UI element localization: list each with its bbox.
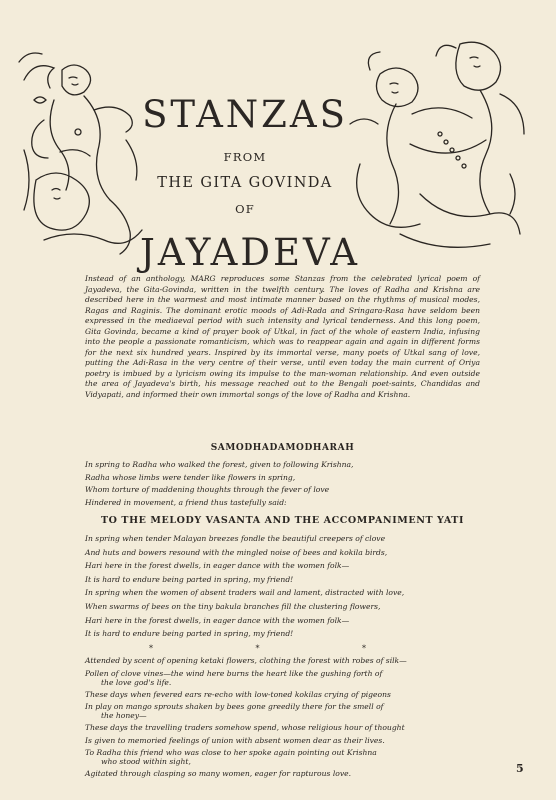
- right-illustration: [340, 34, 530, 264]
- poem-line: In spring when the women of absent traders wail and lament, distracted with love,: [85, 588, 405, 598]
- poem-line: To Radha this friend who was close to her spoke again pointing out Krishna: [85, 748, 377, 757]
- poem-line: In play on mango sprouts shaken by bees gone greedily there for the smell of: [85, 702, 384, 711]
- title-stanzas: STANZAS: [142, 93, 348, 136]
- radha-krishna-line-drawing-icon: [340, 34, 530, 264]
- intro-paragraph: [85, 274, 480, 401]
- poem-line: Pollen of clove vines—the wind here burns the heart like the gushing forth of: [85, 668, 383, 678]
- poem-line: the love god's life.: [101, 677, 172, 687]
- poem-line: Hari here in the forest dwells, in eager dance with the women folk—: [85, 615, 350, 625]
- left-illustration: [14, 40, 154, 260]
- poem-line: Whom torture of maddening thoughts through the fever of love: [85, 485, 330, 494]
- poem-line: Radha whose limbs were tender like flowers in spring,: [85, 472, 296, 482]
- poem-line: When swarms of bees on the tiny bakula branches fill the clustering flowers,: [85, 602, 381, 611]
- page-number: 5: [516, 762, 524, 775]
- poem-line: Is given to memoried feelings of union with absent women dear as their lives.: [85, 735, 385, 745]
- poem-line: Hindered in movement, a friend thus tastefully said:: [85, 497, 287, 507]
- title-from: FROM: [223, 150, 267, 164]
- poem-line: It is hard to endure being parted in spring, my friend!: [85, 574, 294, 584]
- poem-line: Hari here in the forest dwells, in eager dance with the women folk—: [85, 561, 350, 571]
- section-heading-vasanta: TO THE MELODY VASANTA AND THE ACCOMPANIMENT YATI: [100, 515, 465, 526]
- poem-line: who stood within sight,: [101, 757, 191, 766]
- poem-line: In spring when tender Malayan breezes fondle the beautiful creepers of clove: [85, 534, 386, 543]
- intro-text: Instead of an anthology, MARG reproduces some Stanzas from the celebrated lyrical poem of Jayadeva, the Gita-Govinda, written in the twelfth century. The loves of Radha and Krishna are described here in the warmest and most intimate manner based on the rhythms of musical modes, Ragas and Raginis. The dominant erotic moods of Adi-Rada and Sringara-Rasa have seldom been expressed in the mediaeval period with such intensity and lyrical tenderness. And this long poem, Gita Govinda, became a kind of prayer book of Utkal, in fact of the whole of eastern India, infusing into the people a passionate romanticism, which was to reappear again and again in different forms for the next six hundred years. Inspired by its immortal verse, many poets of Utkal sang of love, putting the Adi-Rasa in the very centre of their verse, until even today the main current of Oriya poetry is imbued by a lyricism owing its impulse to the man-woman relationship. And even outside the area of Jayadeva's birth, his message reached out to the Bengali poet-saints, Chandidas and Vidyapati, and informed their own immortal songs of the love of Radha and Krishna.: [85, 274, 480, 400]
- poem-line: And huts and bowers resound with the mingled noise of bees and kokila birds,: [85, 547, 388, 557]
- poem-line: the honey—: [101, 711, 147, 720]
- title-of: OF: [235, 202, 255, 216]
- section-heading-samodhadamodharah: SAMODHADAMODHARAH: [210, 443, 355, 453]
- poem-line: In spring to Radha who walked the forest, given to following Krishna,: [85, 460, 354, 469]
- poem-line: It is hard to endure being parted in spring, my friend!: [85, 629, 294, 639]
- krishna-line-drawing-icon: [14, 40, 154, 260]
- title-gita-govinda: THE GITA GOVINDA: [157, 175, 333, 191]
- section-separator-stars: * * *: [148, 644, 417, 653]
- title-jayadeva: JAYADEVA: [140, 231, 360, 274]
- poem-line: These days the travelling traders somehow spend, whose religious hour of thought: [85, 723, 405, 732]
- poem-line: These days when fevered ears re-echo with low-toned kokilas crying of pigeons: [85, 689, 391, 699]
- poem-line: Agitated through clasping so many women, eager for rapturous love.: [85, 769, 352, 778]
- poem-line: Attended by scent of opening ketaki flowers, clothing the forest with robes of silk—: [85, 656, 407, 665]
